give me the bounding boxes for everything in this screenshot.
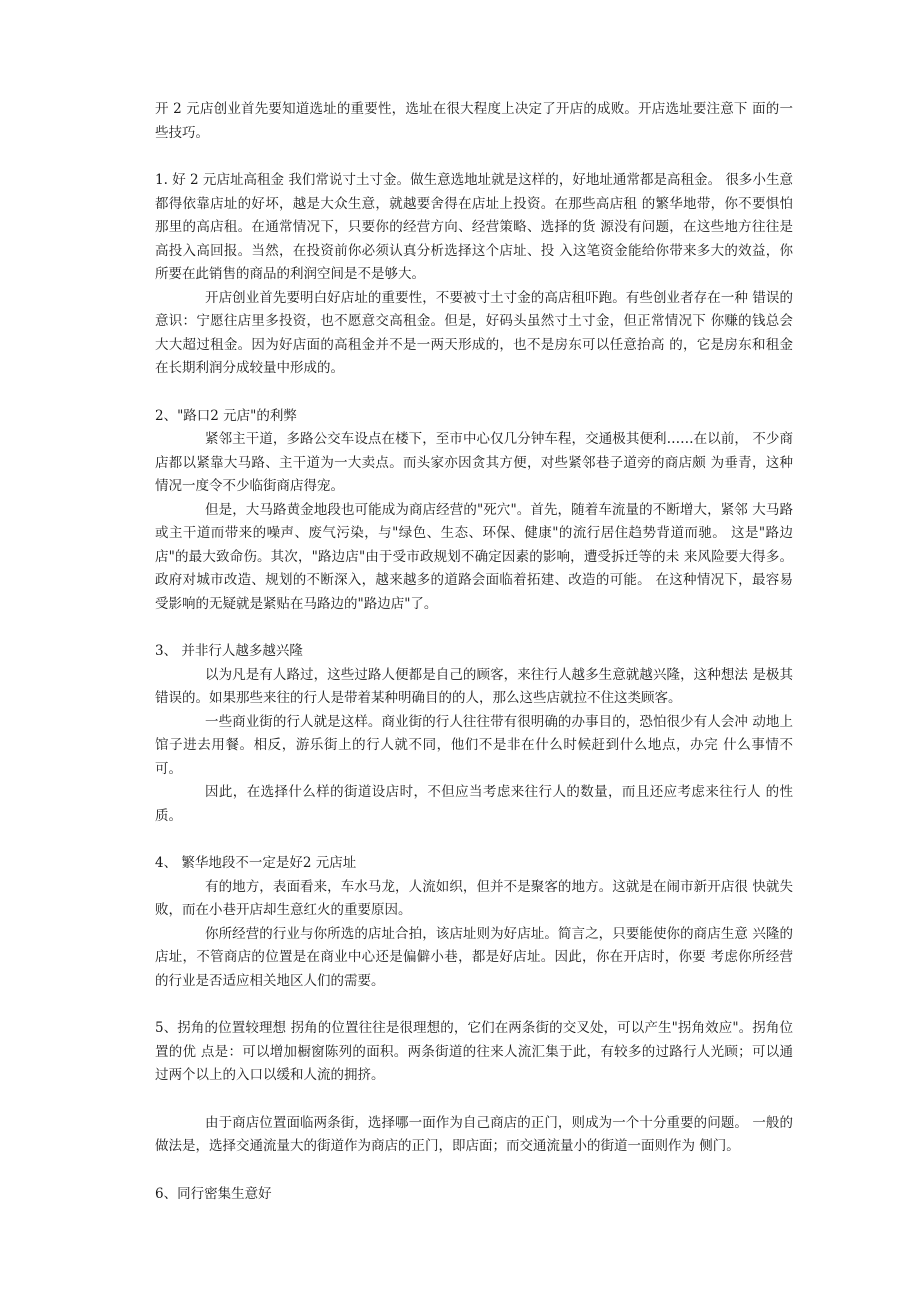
section-1-paragraph: 1. 好 2 元店址高租金 我们常说寸土寸金。做生意选地址就是这样的，好地址通常都是高租金。 很多小生意都得依靠店址的好坏，越是大众生意，就越要舍得在店址上投资。在那些高店租 的繁华地带，你不要惧怕那里的高店租。在通常情况下，只要你的经营方向、经营策略、选择的货 源没有问题，在这些地方往往是高投入高回报。当然，在投资前你必须认真分析选择这个店址、投 入这笔资金能给你带来多大的效益，你所要在此销售的商品的利润空间是不是够大。 <box>155 172 793 282</box>
section-5-paragraph-2: 由于商店位置面临两条街，选择哪一面作为自己商店的正门，则成为一个十分重要的问题。 一般的做法是，选择交通流量大的街道作为商店的正门，即店面；而交通流量小的街道一面则作为 侧门。 <box>155 1114 793 1154</box>
document-body <box>155 98 793 1206</box>
section-2-heading: 2、"路口2 元店"的利弊 <box>155 407 297 424</box>
section-4-paragraph-2: 你所经营的行业与你所选的店址合拍，该店址则为好店址。简言之，只要能使你的商店生意 兴隆的店址，不管商店的位置是在商业中心还是偏僻小巷，都是好店址。因此，你在开店时，你要 考虑你所经营的行业是否适应相关地区人们的需要。 <box>155 925 793 989</box>
section-4-heading: 4、 繁华地段不一定是好2 元店址 <box>155 855 357 871</box>
section-3-paragraph-3: 因此，在选择什么样的街道设店时，不但应当考虑来往行人的数量，而且还应考虑来往行人 的性质。 <box>155 784 793 824</box>
section-5-paragraph-1: 5、拐角的位置较理想 拐角的位置往往是很理想的，它们在两条街的交叉处，可以产生"拐角效应"。拐角位置的优 点是：可以增加橱窗陈列的面积。两条街道的往来人流汇集于此，有较多的过路行人光顾；可以通过两个以上的入口以缓和人流的拥挤。 <box>155 1020 793 1083</box>
intro-paragraph: 开 2 元店创业首先要知道选址的重要性，选址在很大程度上决定了开店的成败。开店选址要注意下 面的一些技巧。 <box>155 101 793 141</box>
section-3-paragraph-1: 以为凡是有人路过，这些过路人便都是自己的顾客，来往行人越多生意就越兴隆，这种想法 是极其错误的。如果那些来往的行人是带着某种明确目的的人，那么这些店就拉不住这类顾客。 <box>155 666 793 706</box>
section-6-heading: 6、同行密集生意好 <box>155 1185 272 1202</box>
section-2-paragraph-1: 紧邻主干道，多路公交车设点在楼下，至市中心仅几分钟车程，交通极其便利……在以前， 不少商店都以紧靠大马路、主干道为一大卖点。而头家亦因贪其方便，对些紧邻巷子道旁的商店颇 为垂青，这种情况一度令不少临街商店得宠。 <box>155 431 793 494</box>
section-3-paragraph-2: 一些商业街的行人就是这样。商业街的行人往往带有很明确的办事目的，恐怕很少有人会冲 动地上馆子进去用餐。相反，游乐街上的行人就不同，他们不是非在什么时候赶到什么地点，办完 什么事情不可。 <box>155 713 793 777</box>
section-3-heading: 3、 并非行人越多越兴隆 <box>155 643 303 659</box>
section-4-paragraph-1: 有的地方，表面看来，车水马龙，人流如织，但并不是聚客的地方。这就是在闹市新开店很 快就失败，而在小巷开店却生意红火的重要原因。 <box>155 878 793 918</box>
section-2-paragraph-2: 但是，大马路黄金地段也可能成为商店经营的"死穴"。首先，随着车流量的不断增大，紧邻 大马路或主干道而带来的噪声、废气污染，与"绿色、生态、环保、健康"的流行居住趋势背道而驰。 这是"路边店"的最大致命伤。其次，"路边店"由于受市政规划不确定因素的影响，遭受拆迁等的未 来风险要大得多。政府对城市改造、规划的不断深入，越来越多的道路会面临着拓建、改造的可能。 在这种情况下，最容易受影响的无疑就是紧贴在马路边的"路边店"了。 <box>155 501 793 612</box>
section-1-paragraph-2: 开店创业首先要明白好店址的重要性，不要被寸土寸金的高店租吓跑。有些创业者存在一种 错误的意识：宁愿往店里多投资，也不愿意交高租金。但是，好码头虽然寸土寸金，但正常情况下 你赚的钱总会大大超过租金。因为好店面的高租金并不是一两天形成的，也不是房东可以任意抬高 的，它是房东和租金在长期利润分成较量中形成的。 <box>155 289 793 376</box>
